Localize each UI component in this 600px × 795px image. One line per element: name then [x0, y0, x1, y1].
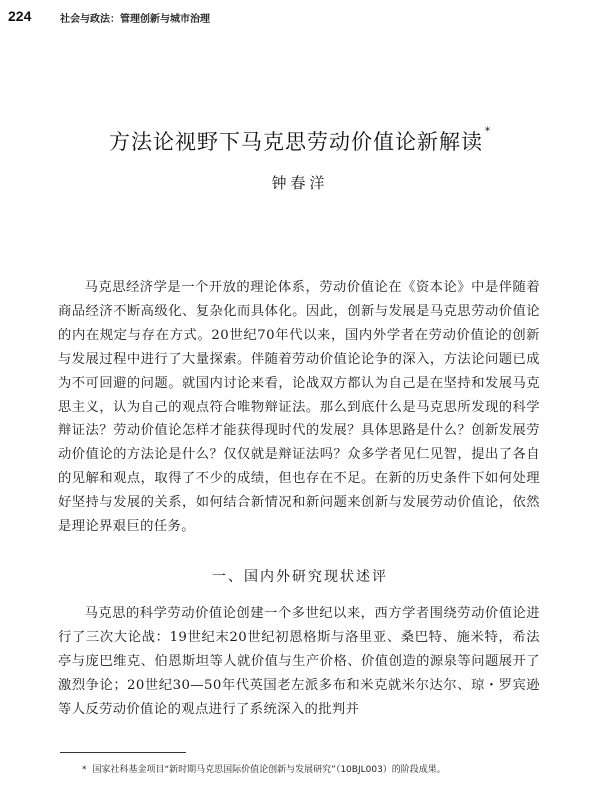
article-author: 钟春洋 [271, 174, 329, 192]
footnote [82, 762, 582, 775]
article-title-text: 方法论视野下马克思劳动价值论新解读 [109, 130, 483, 154]
article-title [0, 126, 600, 156]
body-paragraph: 马克思的科学劳动价值论创建一个多世纪以来，西方学者围绕劳动价值论进行了三次大论战：19世纪末20世纪初恩格斯与洛里亚、桑巴特、施米特，希法亭与庞巴维克、伯恩斯坦等人就价值与生产价格、价值创造的源泉等问题展开了激烈争论；20世纪30—50年代英国老左派多布和米克就米尔达尔、琼・罗宾逊等人反劳动价值论的观点进行了系统深入的批判并 [58, 606, 540, 717]
page-header [0, 8, 600, 26]
running-head: 社会与政法：管理创新与城市治理 [60, 14, 210, 25]
body-paragraph: 马克思经济学是一个开放的理论体系，劳动价值论在《资本论》中是伴随着商品经济不断高级化、复杂化而具体化。因此，创新与发展是马克思劳动价值论的内在规定与存在方式。20世纪70年代以来，国内外学者在劳动价值论的创新与发展过程中进行了大量探索。伴随着劳动价值论论争的深入，方法论问题已成为不可回避的问题。就国内讨论来看，论战双方都认为自己是在坚持和发展马克思主义，认为自己的观点符合唯物辩证法。那么到底什么是马克思所发现的科学辩证法？劳动价值论怎样才能获得现时代的发展？具体思路是什么？创新发展劳动价值论的方法论是什么？仅仅就是辩证法吗？众多学者见仁见智，提出了各自的见解和观点，取得了不少的成绩，但也存在不足。在新的历史条件下如何处理好坚持与发展的关系，如何结合新情况和新问题来创新与发展劳动价值论，依然是理论界艰巨的任务。 [58, 280, 540, 535]
footnote-text: 国家社科基金项目“新时期马克思国际价值论创新与发展研究”（10BJL003）的阶段成果。 [92, 765, 446, 775]
title-footnote-mark: * [485, 126, 491, 137]
footnote-mark: * [82, 765, 87, 775]
section-heading: 一、国内外研究现状述评 [212, 569, 388, 585]
page-number: 224 [8, 8, 32, 24]
footnote-divider [60, 752, 186, 753]
